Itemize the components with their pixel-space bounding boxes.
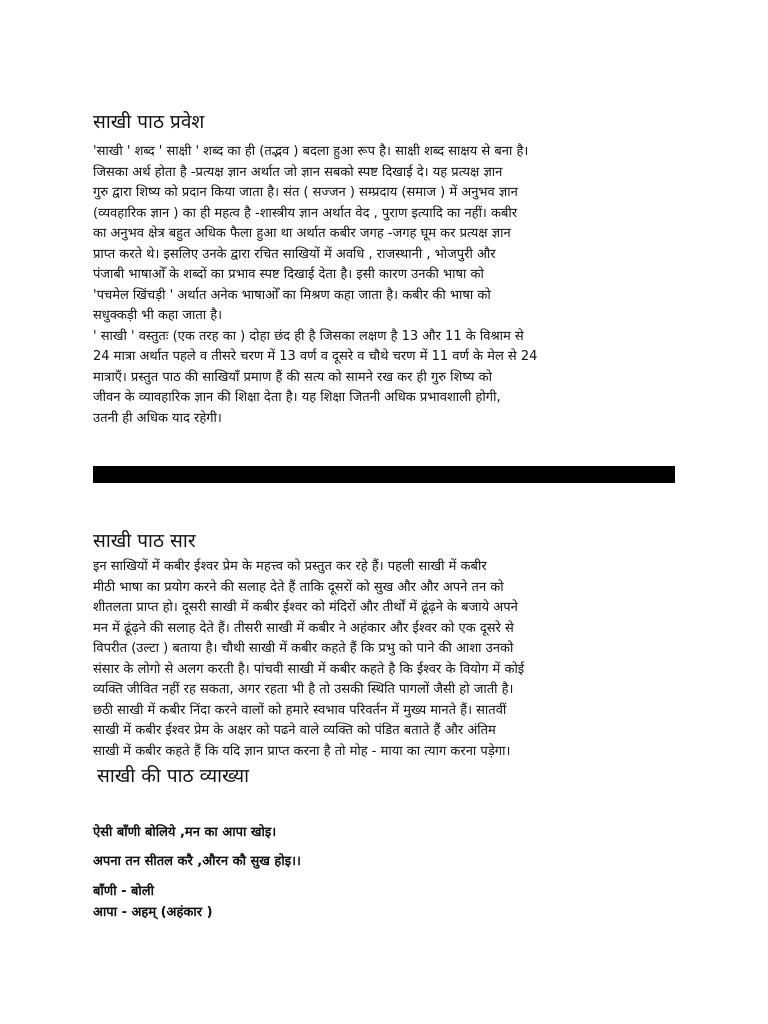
paragraph-line: जिसका अर्थ होता है -प्रत्यक्ष ज्ञान अर्थात जो ज्ञान सबको स्पष्ट दिखाई दे। यह प्रत्यक्ष ज्ञान: [93, 164, 503, 180]
paragraph-line: शीतलता प्राप्त हो। दूसरी साखी में कबीर ईश्वर को मंदिरों और तीर्थों में ढूंढ़ने के बजाये अपने: [93, 600, 518, 615]
paragraph-line: मीठी भाषा का प्रयोग करने की सलाह देते हैं ताकि दूसरों को सुख और और अपने तन को: [93, 579, 504, 595]
paragraph-line: जीवन के व्यावहारिक ज्ञान की शिक्षा देता है। यह शिक्षा जितनी अधिक प्रभावशाली होगी,: [93, 390, 501, 405]
paragraph-line: संसार के लोगो से अलग करती है। पांचवी साखी में कबीर कहते है कि ईश्वर के वियोग में कोई: [93, 661, 525, 677]
paragraph-line: छठी साखी में कबीर निंदा करने वालों को हमारे स्वभाव परिवर्तन में मुख्य मानते हैं। सातवीं: [93, 702, 507, 718]
paragraph-line: का अनुभव क्षेत्र बहुत अधिक फैला हुआ था अर्थात कबीर जगह -जगह घूम कर प्रत्यक्ष ज्ञान: [93, 226, 511, 241]
paragraph-line: साखी में कबीर ईश्वर प्रेम के अक्षर को पढने वाले व्यक्ति को पंडित बताते हैं और अंतिम: [93, 723, 496, 738]
gloss-item: बाँणी - बोली: [93, 884, 154, 899]
paragraph-line: सधुक्कड़ी भी कहा जाता है।: [93, 308, 223, 323]
paragraph-line: ' साखी ' वस्तुतः (एक तरह का ) दोहा छंद ही है जिसका लक्षण है 13 और 11 के विश्राम से: [93, 328, 524, 344]
paragraph-line: व्यक्ति जीवित नहीं रह सकता, अगर रहता भी है तो उसकी स्थिति पागलों जैसी हो जाती है।: [93, 682, 514, 697]
paragraph-line: (व्यवहारिक ज्ञान ) का ही महत्व है -शास्त्रीय ज्ञान अर्थात वेद , पुराण इत्यादि का नहीं। कबीर: [93, 205, 518, 221]
paragraph-line: मात्राएँ। प्रस्तुत पाठ की साखियाँ प्रमाण हैं की सत्य को सामने रख कर ही गुरु शिष्य को: [93, 369, 493, 385]
paragraph-line: मन में ढूंढ़ने की सलाह देते हैं। तीसरी साखी में कबीर ने अहंकार और ईश्वर को एक दूसरे से: [93, 620, 514, 636]
paragraph-line: 'पचमेल खिंचड़ी ' अर्थात अनेक भाषाओँ का मिश्रण कहा जाता है। कबीर की भाषा को: [93, 287, 491, 303]
section-divider-bar: [93, 466, 675, 483]
sakhi-verse: [93, 822, 301, 869]
verse-line-2: अपना तन सीतल करै ,औरन कौ सुख होइ।।: [93, 854, 301, 869]
word-meanings: [93, 881, 213, 923]
paragraph-line: इन साखियों में कबीर ईश्वर प्रेम के महत्त्व को प्रस्तुत कर रहे हैं। पहली साखी में कबीर: [93, 559, 487, 574]
paragraph-line: उतनी ही अधिक याद रहेगी।: [93, 410, 222, 426]
paragraph-line: साखी में कबीर कहते हैं कि यदि ज्ञान प्राप्त करना है तो मोह - माया का त्याग करना पड़ेगा।: [93, 743, 511, 759]
paragraph-line: प्राप्त करते थे। इसलिए उनके द्वारा रचित साखियों में अवधि , राजस्थानी , भोजपुरी और: [93, 246, 496, 262]
paragraph-line: गुरु द्वारा शिष्य को प्रदान किया जाता है। संत ( सज्जन ) सम्प्रदाय (समाज ) में अनुभव ज्ञान: [93, 185, 518, 200]
paragraph-line: 'साखी ' शब्द ' साक्षी ' शब्द का ही (तद्भव ) बदला हुआ रूप है। साक्षी शब्द साक्षय से बना है।: [93, 144, 529, 159]
verse-line-1: ऐसी बाँणी बोलिये ,मन का आपा खोइ।: [93, 825, 277, 840]
paragraph-line: 24 मात्रा अर्थात पहले व तीसरे चरण में 13 वर्ण व दूसरे व चौथे चरण में 11 वर्ण के मेल से 24: [93, 349, 538, 364]
section-heading-sakhi-path-pravesh: साखी पाठ प्रवेश: [93, 111, 205, 133]
sakhi-saar-paragraph: [93, 557, 524, 762]
gloss-item: आपा - अहम् (अहंकार ): [93, 905, 213, 920]
section-heading-sakhi-path-saar: साखी पाठ सार: [93, 530, 196, 552]
paragraph-line: विपरीत (उल्टा ) बताया है। चौथी साखी में कबीर कहते हैं कि प्रभु को पाने की आशा उनको: [93, 641, 514, 656]
sakhi-pravesh-paragraph: [93, 142, 537, 429]
paragraph-line: पंजाबी भाषाओँ के शब्दों का प्रभाव स्पष्ट दिखाई देता है। इसी कारण उनकी भाषा को: [93, 267, 484, 282]
section-heading-sakhi-vyakhya: साखी की पाठ व्याख्या: [97, 765, 250, 787]
